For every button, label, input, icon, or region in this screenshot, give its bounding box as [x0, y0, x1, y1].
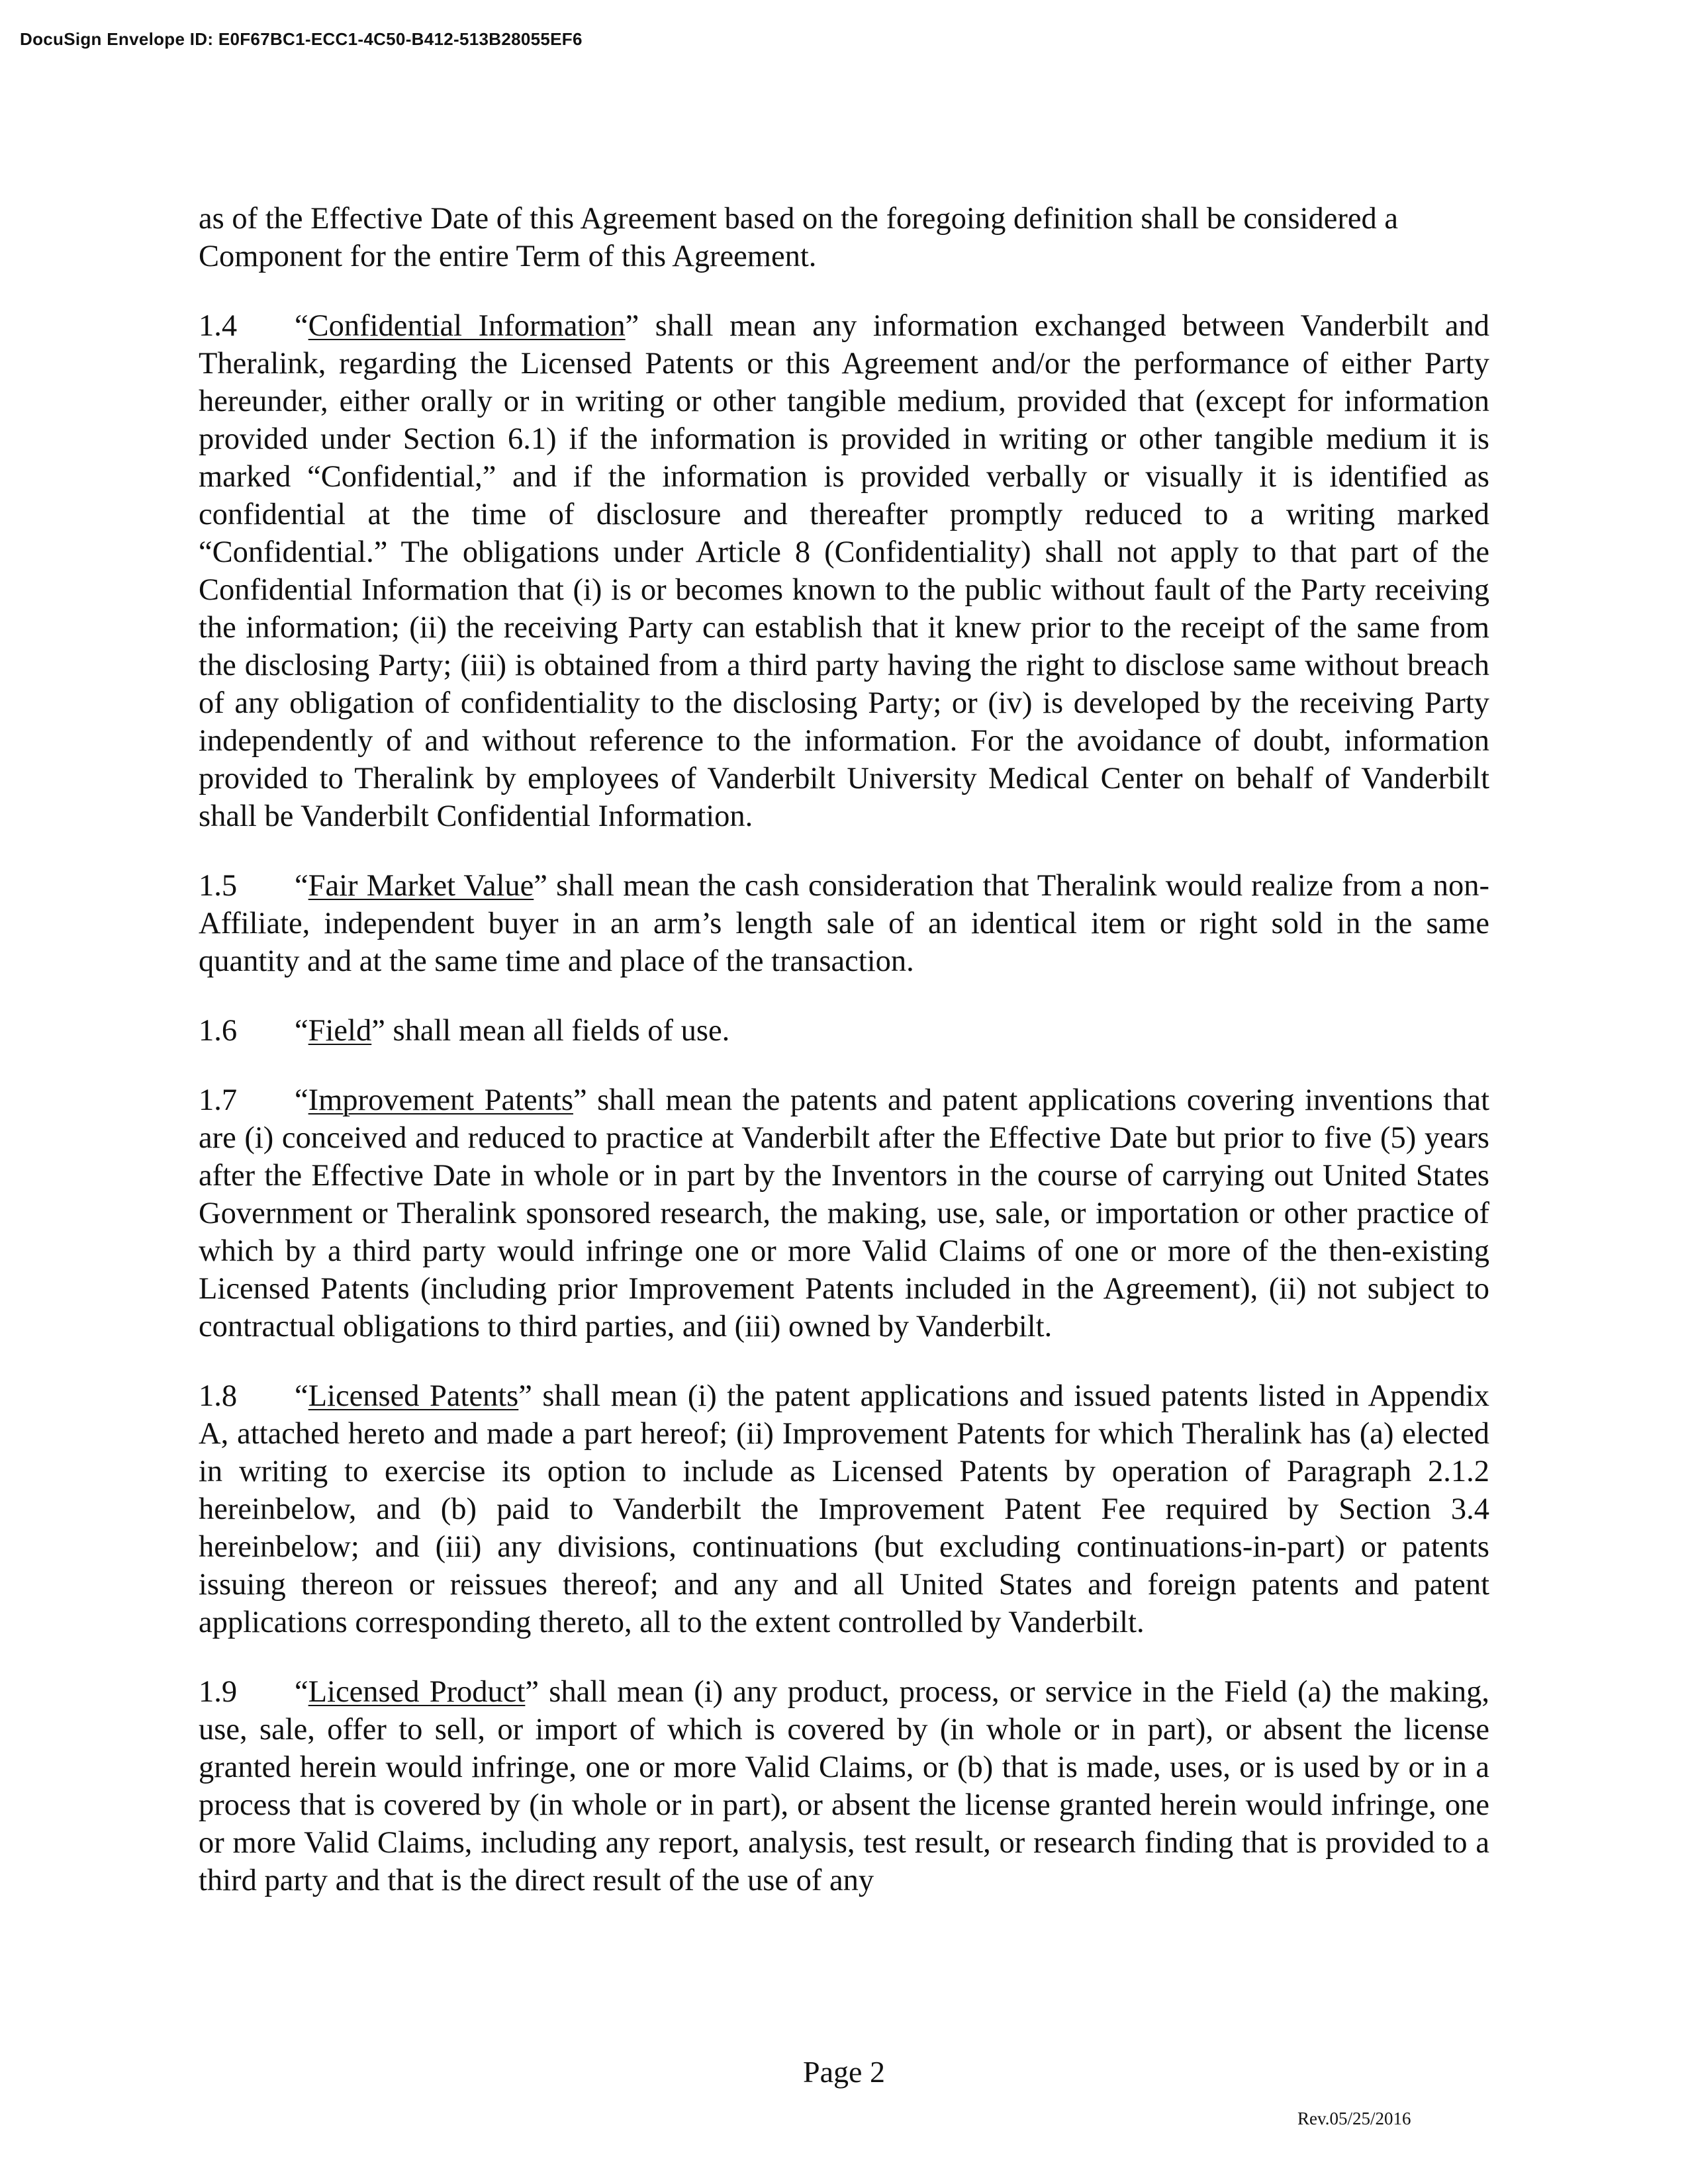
definition-text: ” shall mean the patents and patent applications covering inventions that are (i) conceived and reduced to practice at Vanderbilt after the Effective Date but prior to five (5) years after the Effective Date in whole or in part by the Inventors in the course of carrying out United States Government or Theralink sponsored research, the making, use, sale, or importation or other practice of which by a third party would infringe one or more Valid Claims of one or more of the then-existing Licensed Patents (including prior Improvement Patents included in the Agreement), (ii) not subject to contractual obligations to third parties, and (iii) owned by Vanderbilt. — [199, 1083, 1489, 1343]
paragraph-text: as of the Effective Date of this Agreement based on the foregoing definition shall be considered a Component for the entire Term of this Agreement. — [199, 202, 1399, 273]
section-number: 1.5 — [199, 869, 238, 903]
section-1-6-field — [199, 1012, 1489, 1050]
definition-text: ” shall mean the cash consideration that Theralink would realize from a non-Affiliate, independent buyer in an arm’s length sale of an identical item or right sold in the same quantity and at the same time and place of the transaction. — [199, 869, 1489, 978]
open-quote: “ — [295, 1675, 308, 1709]
open-quote: “ — [295, 309, 308, 343]
section-number: 1.6 — [199, 1014, 238, 1048]
document-body — [199, 200, 1489, 1931]
paragraph-continuation — [199, 200, 1489, 275]
open-quote: “ — [295, 1014, 308, 1048]
page-number: Page 2 — [803, 2055, 885, 2089]
section-number: 1.7 — [199, 1083, 238, 1117]
section-number: 1.9 — [199, 1675, 238, 1709]
definition-text: ” shall mean all fields of use. — [371, 1014, 730, 1048]
definition-text: ” shall mean (i) the patent applications and issued patents listed in Appendix A, attached hereto and made a part hereof; (ii) Improvement Patents for which Theralink has (a) elected in writing to exercise its option to include as Licensed Patents by operation of Paragraph 2.1.2 hereinbelow, and (b) paid to Vanderbilt the Improvement Patent Fee required by Section 3.4 hereinbelow; and (iii) any divisions, continuations (but excluding continuations-in-part) or patents issuing thereon or reissues thereof; and any and all United States and foreign patents and patent applications corresponding thereto, all to the extent controlled by Vanderbilt. — [199, 1379, 1489, 1639]
open-quote: “ — [295, 869, 308, 903]
section-number: 1.4 — [199, 309, 238, 343]
revision-date: Rev.05/25/2016 — [1297, 2109, 1411, 2128]
section-1-7-improvement-patents — [199, 1081, 1489, 1345]
defined-term: Fair Market Value — [308, 869, 534, 903]
open-quote: “ — [295, 1379, 308, 1413]
section-number: 1.8 — [199, 1379, 238, 1413]
docusign-envelope-id: DocuSign Envelope ID: E0F67BC1-ECC1-4C50-B412-513B28055EF6 — [20, 29, 583, 49]
section-1-8-licensed-patents — [199, 1377, 1489, 1641]
section-1-4-confidential-information — [199, 307, 1489, 835]
section-1-9-licensed-product — [199, 1673, 1489, 1899]
defined-term: Confidential Information — [308, 309, 626, 343]
definition-text: ” shall mean (i) any product, process, or service in the Field (a) the making, use, sale, offer to sell, or import of which is covered by (in whole or in part), or absent the license granted herein would infringe, one or more Valid Claims, or (b) that is made, uses, or is used by or in a process that is covered by (in whole or in part), or absent the license granted herein would infringe, one or more Valid Claims, including any report, analysis, test result, or research finding that is provided to a third party and that is the direct result of the use of any — [199, 1675, 1490, 1897]
defined-term: Licensed Product — [308, 1675, 526, 1709]
open-quote: “ — [295, 1083, 308, 1117]
defined-term: Field — [308, 1014, 372, 1048]
defined-term: Improvement Patents — [308, 1083, 573, 1117]
defined-term: Licensed Patents — [308, 1379, 519, 1413]
section-1-5-fair-market-value — [199, 867, 1489, 980]
definition-text: ” shall mean any information exchanged between Vanderbilt and Theralink, regarding the Licensed Patents or this Agreement and/or the performance of either Party hereunder, either orally or in writing or other tangible medium, provided that (except for information provided under Section 6.1) if the information is provided in writing or other tangible medium it is marked “Confidential,” and if the information is provided verbally or visually it is identified as confidential at the time of disclosure and thereafter promptly reduced to a writing marked “Confidential.” The obligations under Article 8 (Confidentiality) shall not apply to that part of the Confidential Information that (i) is or becomes known to the public without fault of the Party receiving the information; (ii) the receiving Party can establish that it knew prior to the receipt of the same from the disclosing Party; (iii) is obtained from a third party having the right to disclose same without breach of any obligation of confidentiality to the disclosing Party; or (iv) is developed by the receiving Party independently of and without reference to the information. For the avoidance of doubt, information provided to Theralink by employees of Vanderbilt University Medical Center on behalf of Vanderbilt shall be Vanderbilt Confidential Information. — [199, 309, 1489, 833]
